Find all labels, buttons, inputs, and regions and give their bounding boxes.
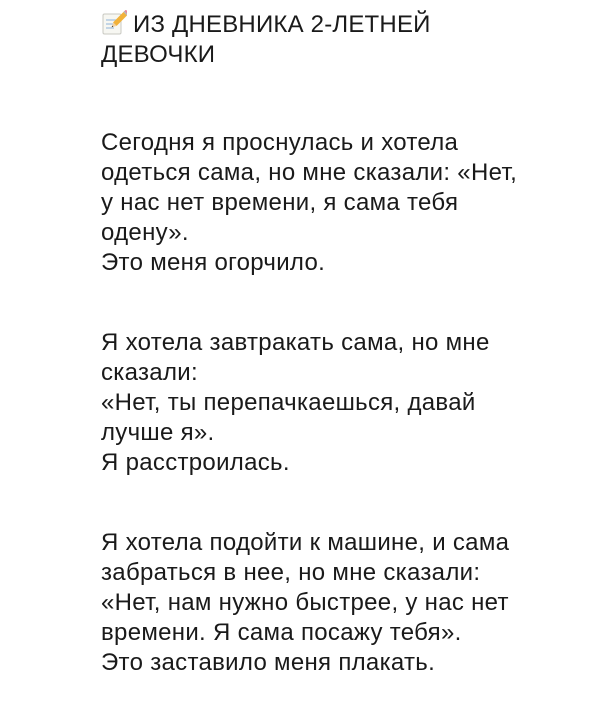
page-title [101, 10, 581, 70]
text-line: сказали: [101, 359, 198, 386]
paragraph-1 [101, 128, 581, 278]
text-line: времени. Я сама посажу тебя». [101, 619, 462, 646]
diary-post [101, 10, 581, 728]
text-line: лучше я». [101, 419, 215, 446]
title-line-2: ДЕВОЧКИ [101, 41, 216, 68]
title-line-1 [101, 10, 581, 40]
text-line: «Нет, нам нужно быстрее, у нас нет [101, 589, 509, 616]
text-line: одену». [101, 219, 189, 246]
text-line: Я хотела подойти к машине, и сама [101, 529, 510, 556]
title-text-1: ИЗ ДНЕВНИКА 2-ЛЕТНЕЙ [133, 11, 431, 38]
paragraph-3 [101, 528, 581, 678]
text-line: Я расстроилась. [101, 449, 290, 476]
text-line: «Нет, ты перепачкаешься, давай [101, 389, 476, 416]
text-line: одеться сама, но мне сказали: «Нет, [101, 159, 518, 186]
text-line: Это заставило меня плакать. [101, 649, 436, 676]
diary-entries [101, 128, 581, 678]
text-line: Я хотела завтракать сама, но мне [101, 329, 490, 356]
paragraph-2 [101, 328, 581, 478]
memo-icon [101, 10, 127, 36]
text-line: Сегодня я проснулась и хотела [101, 129, 459, 156]
text-line: Это меня огорчило. [101, 249, 326, 276]
text-line: забраться в нее, но мне сказали: [101, 559, 481, 586]
text-line: у нас нет времени, я сама тебя [101, 189, 459, 216]
